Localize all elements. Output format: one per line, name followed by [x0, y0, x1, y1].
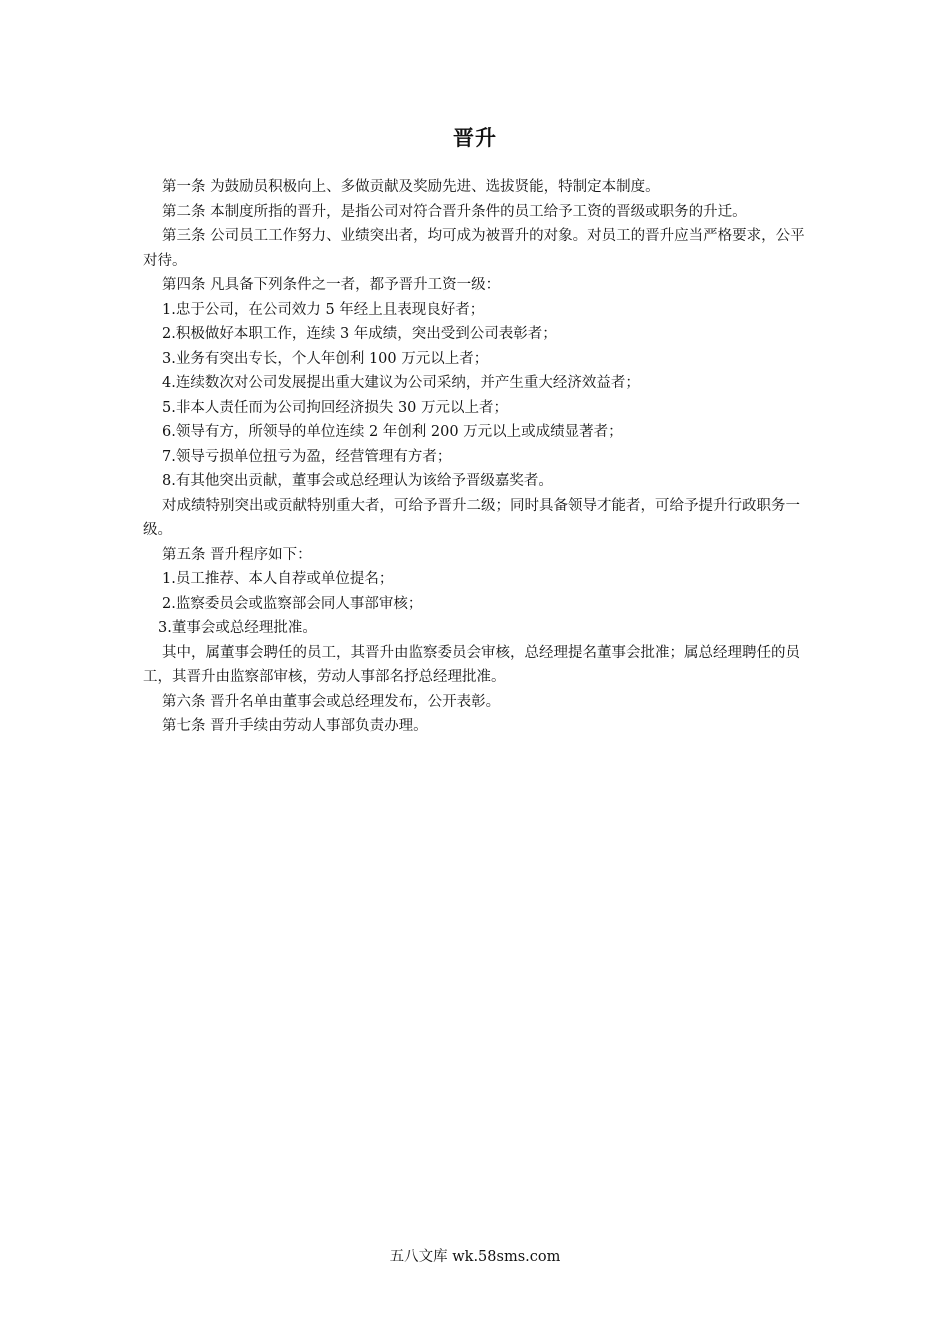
condition-item-6: 6.领导有方，所领导的单位连续 2 年创利 200 万元以上或成绩显著者；: [162, 424, 623, 440]
article-1: 第一条 为鼓励员积极向上、多做贡献及奖励先进、选拔贤能，特制定本制度。: [162, 179, 660, 195]
approval-note: 其中，属董事会聘任的员工，其晋升由监察委员会审核，总经理提名董事会批准；属总经理聘任的员工，其晋升由监察部审核，劳动人事部名抒总经理批准。: [143, 644, 800, 685]
article-6: 第六条 晋升名单由董事会或总经理发布，公开表彰。: [162, 693, 501, 710]
article-3: 第三条 公司员工工作努力、业绩突出者，均可成为被晋升的对象。对员工的晋升应当严格要求，公平对待。: [143, 228, 805, 269]
condition-item-8: 8.有其他突出贡献，董事会或总经理认为该给予晋级嘉奖者。: [162, 473, 553, 489]
document-title: 晋升: [453, 126, 497, 150]
procedure-item-3: 3.董事会或总经理批准。: [158, 620, 317, 636]
condition-item-1: 1.忠于公司，在公司效力 5 年经上且表现良好者；: [162, 301, 485, 318]
special-promotion-note: 对成绩特别突出或贡献特别重大者，可给予晋升二级；同时具备领导才能者，可给予提升行政职务一级。: [143, 497, 800, 538]
article-4: 第四条 凡具备下列条件之一者，都予晋升工资一级：: [162, 277, 501, 293]
article-5: 第五条 晋升程序如下：: [162, 546, 312, 563]
procedure-item-1: 1.员工推荐、本人自荐或单位提名；: [162, 571, 394, 587]
condition-item-7: 7.领导亏损单位扭亏为盈，经营管理有方者；: [162, 448, 452, 465]
article-7: 第七条 晋升手续由劳动人事部负责办理。: [162, 718, 428, 734]
condition-item-3: 3.业务有突出专长，个人年创利 100 万元以上者；: [162, 350, 489, 367]
condition-item-4: 4.连续数次对公司发展提出重大建议为公司采纳，并产生重大经济效益者；: [162, 375, 640, 391]
page-footer: 五八文库 wk.58sms.com: [389, 1249, 561, 1265]
document-body: [143, 175, 807, 739]
condition-item-5: 5.非本人责任而为公司拘回经济损失 30 万元以上者；: [162, 399, 509, 416]
article-2: 第二条 本制度所指的晋升，是指公司对符合晋升条件的员工给予工资的晋级或职务的升迁。: [162, 203, 747, 220]
procedure-item-2: 2.监察委员会或监察部会同人事部审核；: [162, 595, 423, 612]
condition-item-2: 2.积极做好本职工作，连续 3 年成绩，突出受到公司表彰者；: [162, 326, 557, 342]
